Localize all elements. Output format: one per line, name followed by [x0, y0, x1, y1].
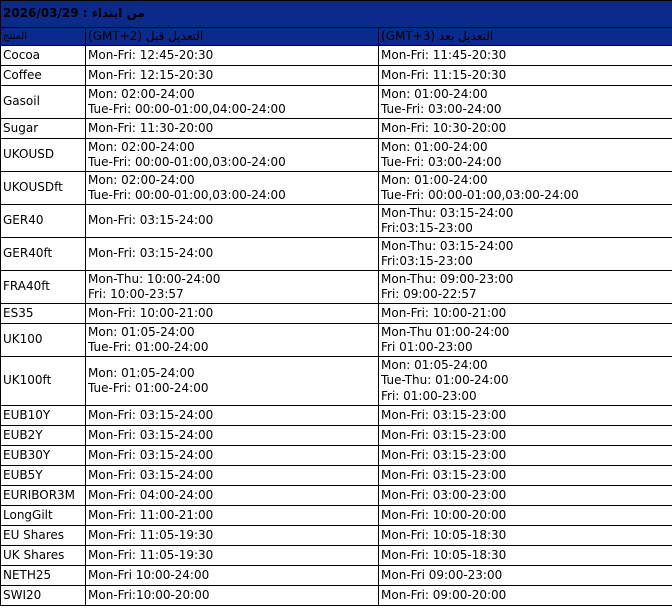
after-hours-cell [379, 324, 672, 357]
after-hours-cell [379, 271, 672, 304]
after-hours-cell [379, 566, 672, 586]
product-cell: GER40 [1, 205, 86, 238]
after-hours-line: Tue-Fri: 03:00-24:00 [381, 102, 502, 116]
after-hours-cell [379, 119, 672, 139]
product-cell: ES35 [1, 304, 86, 324]
table-row [1, 506, 672, 526]
before-hours-line: Mon-Fri: 03:15-24:00 [88, 407, 214, 422]
table-row [1, 486, 672, 506]
before-hours-cell [86, 466, 379, 486]
before-hours-line: Mon-Fri: 04:00-24:00 [88, 487, 214, 502]
table-row [1, 566, 672, 586]
before-hours-line: Mon-Fri: 11:05-19:30 [88, 527, 214, 542]
before-hours-cell [86, 526, 379, 546]
table-row [1, 426, 672, 446]
schedule-rows [1, 46, 672, 606]
after-hours-cell [379, 86, 672, 119]
product-cell: FRA40ft [1, 271, 86, 304]
product-cell: UKOUSD [1, 139, 86, 172]
after-hours-cell [379, 546, 672, 566]
table-row [1, 46, 672, 66]
after-hours-line: Mon: 01:00-24:00 [381, 172, 488, 187]
before-hours-cell [86, 446, 379, 466]
after-hours-line: Mon-Fri: 10:05-18:30 [381, 547, 507, 562]
product-cell: UK100 [1, 324, 86, 357]
after-hours-cell [379, 426, 672, 446]
product-column-header: المنتج [1, 28, 86, 46]
table-row [1, 139, 672, 172]
before-hours-cell [86, 271, 379, 304]
before-hours-line: Mon: 02:00-24:00 [88, 86, 195, 101]
after-hours-line: Mon-Thu: 03:15-24:00 [381, 205, 514, 220]
after-hours-line: Fri: 09:00-22:57 [381, 287, 477, 301]
table-row [1, 66, 672, 86]
product-cell: Coffee [1, 66, 86, 86]
after-hours-line: Mon-Thu: 09:00-23:00 [381, 271, 514, 286]
after-hours-line: Tue-Fri: 03:00-24:00 [381, 155, 502, 169]
before-hours-cell [86, 119, 379, 139]
before-column-header: التعديل قبل (GMT+2) [86, 28, 379, 46]
after-hours-line: Fri: 01:00-23:00 [381, 388, 477, 403]
before-hours-cell [86, 238, 379, 271]
before-hours-line: Fri: 10:00-23:57 [88, 287, 184, 301]
after-hours-cell [379, 466, 672, 486]
before-hours-line: Mon-Fri: 03:15-24:00 [88, 213, 214, 228]
product-cell: EUB5Y [1, 466, 86, 486]
before-hours-cell [86, 46, 379, 66]
before-hours-line: Tue-Fri: 00:00-01:00,03:00-24:00 [88, 155, 286, 169]
before-hours-cell [86, 486, 379, 506]
after-hours-cell [379, 172, 672, 205]
before-hours-line: Mon-Fri: 03:15-24:00 [88, 447, 214, 462]
before-hours-line: Mon-Fri: 11:00-21:00 [88, 507, 214, 522]
before-hours-line: Tue-Fri: 00:00-01:00,03:00-24:00 [88, 188, 286, 202]
product-cell: GER40ft [1, 238, 86, 271]
after-hours-line: Fri:03:15-23:00 [381, 254, 473, 268]
after-hours-cell [379, 406, 672, 426]
before-hours-cell [86, 357, 379, 406]
before-hours-line: Mon: 01:05-24:00 [88, 324, 195, 339]
after-hours-cell [379, 304, 672, 324]
table-row [1, 238, 672, 271]
table-row [1, 526, 672, 546]
table-row [1, 546, 672, 566]
product-cell: EURIBOR3M [1, 486, 86, 506]
after-hours-line: Mon: 01:05-24:00 [381, 357, 488, 372]
after-hours-line: Mon-Fri 09:00-23:00 [381, 567, 503, 582]
after-hours-line: Tue-Thu: 01:00-24:00 [381, 373, 509, 388]
product-cell: EUB2Y [1, 426, 86, 446]
table-row [1, 304, 672, 324]
after-hours-line: Mon-Fri: 03:00-23:00 [381, 487, 507, 502]
after-hours-cell [379, 238, 672, 271]
table-row [1, 86, 672, 119]
product-cell: SWI20 [1, 586, 86, 606]
after-hours-line: Mon-Fri: 10:00-21:00 [381, 305, 507, 320]
after-hours-line: Mon-Fri: 10:05-18:30 [381, 527, 507, 542]
product-cell: EUB30Y [1, 446, 86, 466]
before-hours-line: Mon-Fri: 03:15-24:00 [88, 246, 214, 261]
product-cell: EUB10Y [1, 406, 86, 426]
after-hours-line: Mon: 01:00-24:00 [381, 139, 488, 154]
before-hours-cell [86, 172, 379, 205]
after-hours-line: Mon: 01:00-24:00 [381, 86, 488, 101]
after-hours-cell [379, 357, 672, 406]
before-hours-line: Mon-Fri: 03:15-24:00 [88, 467, 214, 482]
after-hours-cell [379, 506, 672, 526]
after-hours-line: Mon-Fri: 03:15-23:00 [381, 467, 507, 482]
after-hours-cell [379, 446, 672, 466]
before-hours-line: Mon-Fri:10:00-20:00 [88, 587, 210, 602]
after-hours-line: Mon-Fri: 11:15-20:30 [381, 67, 507, 82]
before-hours-line: Mon: 02:00-24:00 [88, 139, 195, 154]
before-hours-cell [86, 506, 379, 526]
after-hours-cell [379, 526, 672, 546]
table-row [1, 357, 672, 406]
after-hours-cell [379, 486, 672, 506]
before-hours-line: Mon-Fri: 11:30-20:00 [88, 120, 214, 135]
before-hours-line: Mon-Fri: 12:15-20:30 [88, 67, 214, 82]
before-hours-line: Tue-Fri: 00:00-01:00,04:00-24:00 [88, 102, 286, 116]
before-hours-line: Mon: 01:05-24:00 [88, 365, 195, 380]
product-cell: EU Shares [1, 526, 86, 546]
table-row [1, 271, 672, 304]
product-cell: Cocoa [1, 46, 86, 66]
product-cell: Gasoil [1, 86, 86, 119]
before-hours-line: Mon-Fri: 11:05-19:30 [88, 547, 214, 562]
after-hours-line: Mon-Thu: 03:15-24:00 [381, 238, 514, 253]
before-hours-cell [86, 546, 379, 566]
after-hours-line: Fri 01:00-23:00 [381, 340, 473, 354]
before-hours-cell [86, 66, 379, 86]
before-hours-cell [86, 426, 379, 446]
before-hours-line: Mon-Fri: 10:00-21:00 [88, 305, 214, 320]
before-hours-line: Mon-Fri: 03:15-24:00 [88, 427, 214, 442]
table-row [1, 119, 672, 139]
product-cell: NETH25 [1, 566, 86, 586]
after-hours-line: Fri:03:15-23:00 [381, 221, 473, 235]
after-hours-line: Mon-Fri: 03:15-23:00 [381, 407, 507, 422]
product-cell: UKOUSDft [1, 172, 86, 205]
before-hours-cell [86, 304, 379, 324]
after-hours-cell [379, 66, 672, 86]
after-hours-line: Mon-Fri: 03:15-23:00 [381, 447, 507, 462]
before-hours-line: Tue-Fri: 01:00-24:00 [88, 340, 209, 354]
before-hours-cell [86, 86, 379, 119]
before-hours-cell [86, 406, 379, 426]
table-row [1, 324, 672, 357]
after-hours-line: Tue-Fri: 00:00-01:00,03:00-24:00 [381, 188, 579, 202]
table-row [1, 205, 672, 238]
before-hours-line: Tue-Fri: 01:00-24:00 [88, 381, 209, 395]
before-hours-line: Mon-Fri: 12:45-20:30 [88, 47, 214, 62]
table-row [1, 172, 672, 205]
after-hours-line: Mon-Fri: 03:15-23:00 [381, 427, 507, 442]
after-hours-cell [379, 46, 672, 66]
before-hours-line: Mon: 02:00-24:00 [88, 172, 195, 187]
after-column-header: التعديل بعد (GMT+3) [379, 28, 672, 46]
before-hours-cell [86, 566, 379, 586]
product-cell: LongGilt [1, 506, 86, 526]
product-cell: Sugar [1, 119, 86, 139]
after-hours-line: Mon-Thu 01:00-24:00 [381, 324, 510, 339]
product-cell: UK Shares [1, 546, 86, 566]
before-hours-line: Mon-Fri 10:00-24:00 [88, 567, 210, 582]
table-row [1, 466, 672, 486]
table-row [1, 406, 672, 426]
after-hours-line: Mon-Fri: 10:00-20:00 [381, 507, 507, 522]
before-hours-cell [86, 324, 379, 357]
after-hours-cell [379, 205, 672, 238]
table-row [1, 586, 672, 606]
before-hours-cell [86, 139, 379, 172]
product-cell: UK100ft [1, 357, 86, 406]
before-hours-cell [86, 205, 379, 238]
table-row [1, 446, 672, 466]
after-hours-cell [379, 586, 672, 606]
before-hours-line: Mon-Thu: 10:00-24:00 [88, 271, 221, 286]
before-hours-cell [86, 586, 379, 606]
after-hours-line: Mon-Fri: 11:45-20:30 [381, 47, 507, 62]
after-hours-line: Mon-Fri: 10:30-20:00 [381, 120, 507, 135]
after-hours-line: Mon-Fri: 09:00-20:00 [381, 587, 507, 602]
after-hours-cell [379, 139, 672, 172]
page-title: من ابتداء : 2026/03/29 [1, 1, 672, 28]
